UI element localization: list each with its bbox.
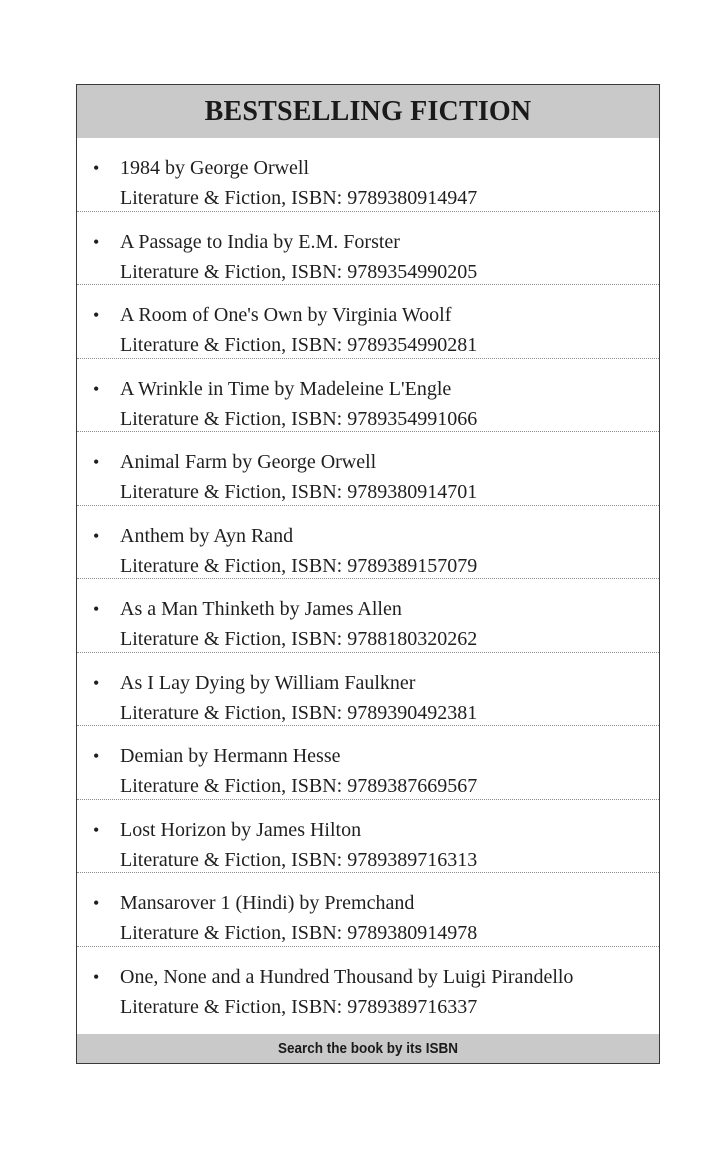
list-item xyxy=(77,432,659,506)
box-footer xyxy=(77,1034,659,1063)
bullet-icon: • xyxy=(93,231,100,252)
list-item xyxy=(77,947,659,1021)
book-list xyxy=(77,138,659,1021)
book-category-isbn: Literature & Fiction, ISBN: 9789354990281 xyxy=(120,334,478,356)
book-title: Mansarover 1 (Hindi) by Premchand xyxy=(120,892,415,914)
footer-note: Search the book by its ISBN xyxy=(277,1040,459,1057)
bullet-icon: • xyxy=(93,452,100,472)
bullet-icon: • xyxy=(93,966,100,987)
list-item xyxy=(77,873,659,947)
book-title: Animal Farm by George Orwell xyxy=(120,451,377,473)
book-title: 1984 by George Orwell xyxy=(120,157,310,179)
bullet-icon: • xyxy=(93,819,100,840)
bullet-icon: • xyxy=(93,158,100,178)
bullet-icon: • xyxy=(93,525,100,546)
book-category-isbn: Literature & Fiction, ISBN: 9789354991066 xyxy=(120,407,478,430)
bullet-icon: • xyxy=(93,672,100,693)
book-title: As a Man Thinketh by James Allen xyxy=(120,598,402,620)
book-category-isbn: Literature & Fiction, ISBN: 9789390492381 xyxy=(120,701,478,724)
book-title: Lost Horizon by James Hilton xyxy=(120,818,362,841)
list-item xyxy=(77,138,659,212)
list-item xyxy=(77,726,659,800)
list-item xyxy=(77,579,659,653)
list-item xyxy=(77,653,659,727)
list-item xyxy=(77,800,659,874)
book-category-isbn: Literature & Fiction, ISBN: 9789354990205 xyxy=(120,260,478,283)
book-category-isbn: Literature & Fiction, ISBN: 9789389716337 xyxy=(120,995,478,1018)
book-category-isbn: Literature & Fiction, ISBN: 9788180320262 xyxy=(120,628,478,650)
bullet-icon: • xyxy=(93,378,100,399)
book-category-isbn: Literature & Fiction, ISBN: 9789387669567 xyxy=(120,775,478,797)
book-category-isbn: Literature & Fiction, ISBN: 9789380914947 xyxy=(120,187,478,209)
book-title: Anthem by Ayn Rand xyxy=(120,524,294,547)
bullet-icon: • xyxy=(93,893,100,913)
book-title: A Room of One's Own by Virginia Woolf xyxy=(120,304,452,326)
bullet-icon: • xyxy=(93,746,100,766)
list-item xyxy=(77,285,659,359)
bullet-icon: • xyxy=(93,305,100,325)
book-category-isbn: Literature & Fiction, ISBN: 9789380914978 xyxy=(120,922,478,944)
book-category-isbn: Literature & Fiction, ISBN: 9789389157079 xyxy=(120,554,478,577)
list-item xyxy=(77,506,659,580)
page-title: BESTSELLING FICTION xyxy=(204,95,532,127)
bullet-icon: • xyxy=(93,599,100,619)
book-title: A Passage to India by E.M. Forster xyxy=(120,230,400,253)
book-category-isbn: Literature & Fiction, ISBN: 9789380914701 xyxy=(120,481,478,503)
box-header xyxy=(77,85,659,138)
list-item xyxy=(77,212,659,286)
book-title: Demian by Hermann Hesse xyxy=(120,745,341,767)
list-item xyxy=(77,359,659,433)
book-title: As I Lay Dying by William Faulkner xyxy=(120,671,416,694)
bestselling-fiction-box xyxy=(76,84,660,1064)
book-title: A Wrinkle in Time by Madeleine L'Engle xyxy=(120,377,452,400)
book-category-isbn: Literature & Fiction, ISBN: 9789389716313 xyxy=(120,848,478,871)
book-title: One, None and a Hundred Thousand by Luigi Pirandello xyxy=(120,965,574,988)
